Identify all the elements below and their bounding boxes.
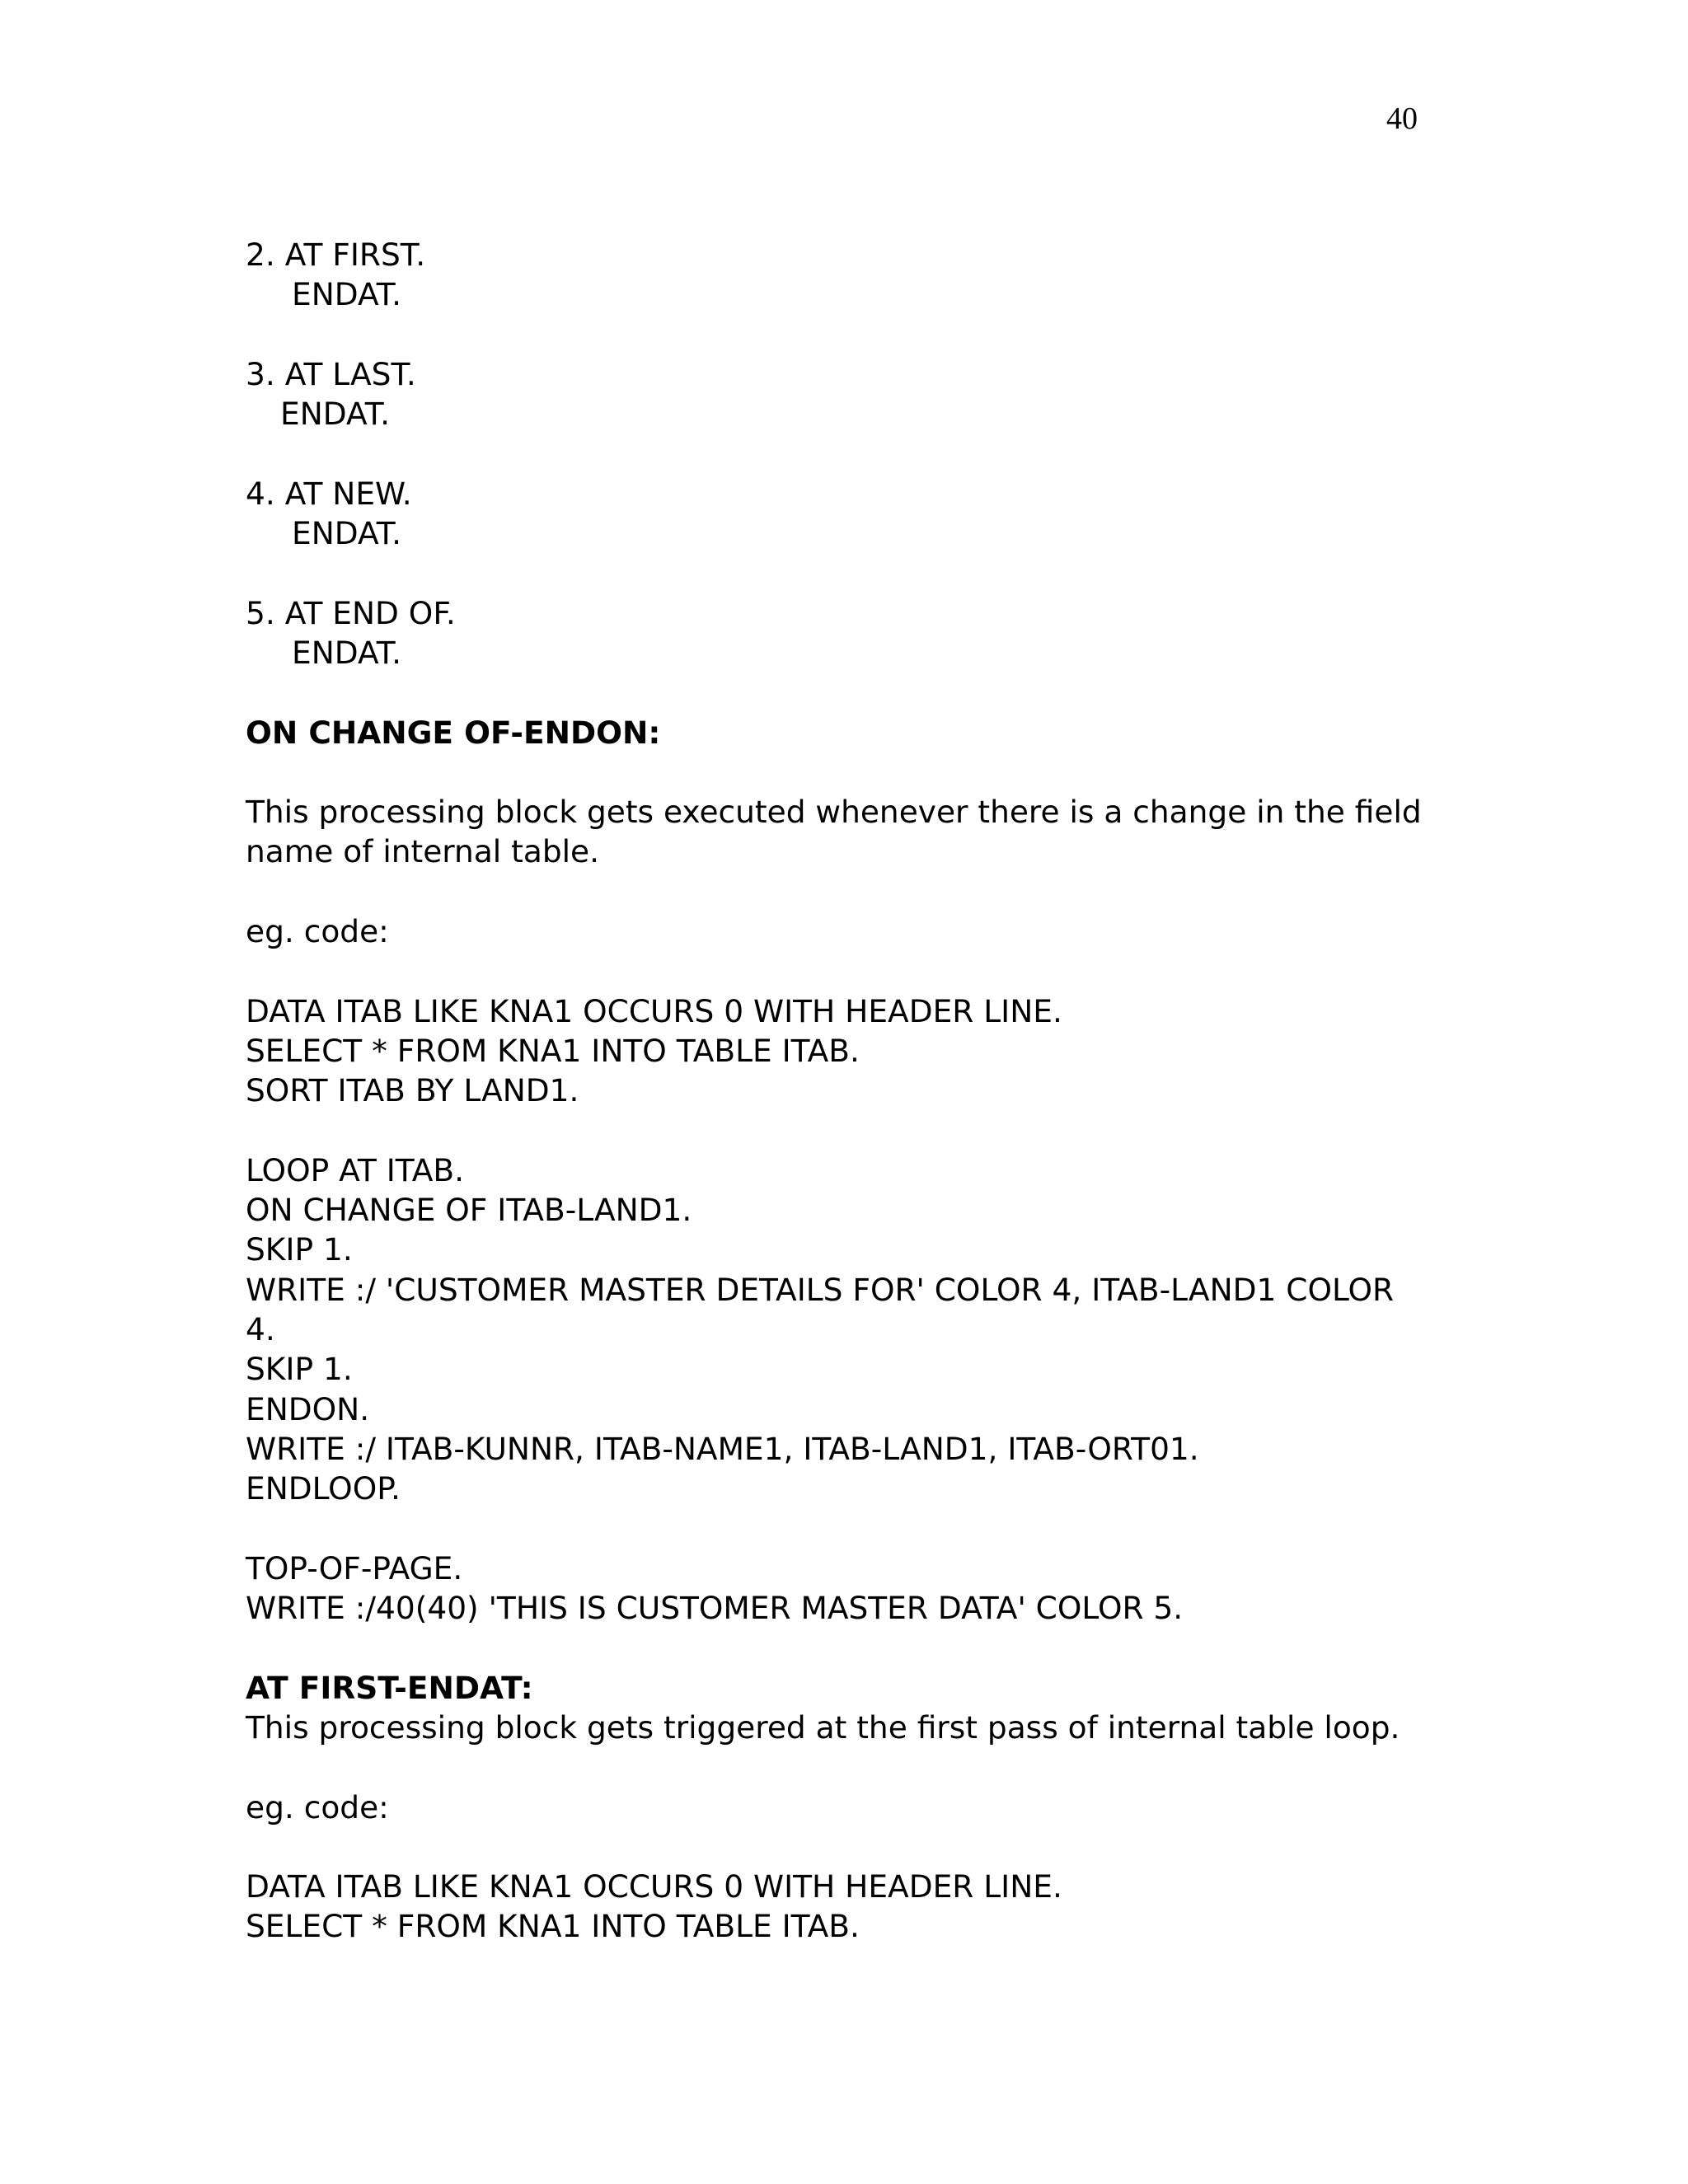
- list-item-end: ENDAT.: [292, 276, 402, 313]
- section-heading: AT FIRST-ENDAT:: [246, 1669, 533, 1706]
- list-item-label: 3. AT LAST.: [246, 355, 416, 392]
- code-block: [246, 1867, 1507, 1947]
- code-line: ENDON.: [246, 1390, 370, 1427]
- section-description: This processing block gets triggered at the first pass of internal table loop.: [246, 1708, 1400, 1746]
- list-item-label: 2. AT FIRST.: [246, 237, 426, 273]
- code-line: WRITE :/40(40) 'THIS IS CUSTOMER MASTER DATA' COLOR 5.: [246, 1590, 1184, 1627]
- code-block: [246, 991, 1507, 1111]
- code-line: SKIP 1.: [246, 1351, 353, 1388]
- code-line: LOOP AT ITAB.: [246, 1151, 465, 1188]
- document-body: [246, 235, 1507, 1947]
- code-line: SELECT * FROM KNA1 INTO TABLE ITAB.: [246, 1908, 860, 1945]
- code-line: TOP-OF-PAGE.: [246, 1549, 463, 1586]
- example-label: eg. code:: [246, 913, 389, 950]
- list-item: [246, 593, 1507, 673]
- code-line: SORT ITAB BY LAND1.: [246, 1072, 579, 1109]
- code-line: ON CHANGE OF ITAB-LAND1.: [246, 1192, 692, 1229]
- example-label: eg. code:: [246, 1788, 389, 1825]
- page-number: 40: [1386, 101, 1418, 136]
- code-line: WRITE :/ 'CUSTOMER MASTER DETAILS FOR' COLOR 4, ITAB-LAND1 COLOR: [246, 1271, 1395, 1308]
- event-list: [246, 235, 1507, 673]
- list-item: [246, 474, 1507, 554]
- section-at-first: [246, 1668, 1507, 1947]
- code-line: DATA ITAB LIKE KNA1 OCCURS 0 WITH HEADER LINE.: [246, 1868, 1062, 1905]
- list-item-label: 4. AT NEW.: [246, 475, 412, 512]
- list-item: [246, 235, 1507, 315]
- section-heading: ON CHANGE OF-ENDON:: [246, 714, 661, 751]
- code-line: DATA ITAB LIKE KNA1 OCCURS 0 WITH HEADER LINE.: [246, 992, 1062, 1029]
- code-line: SELECT * FROM KNA1 INTO TABLE ITAB.: [246, 1032, 860, 1069]
- code-line: 4.: [246, 1311, 275, 1348]
- section-on-change: [246, 713, 1507, 1629]
- section-description: This processing block gets executed whenever there is a change in the field name of internal table.: [246, 794, 1422, 870]
- list-item-end: ENDAT.: [280, 396, 391, 433]
- list-item-label: 5. AT END OF.: [246, 594, 456, 631]
- code-block: [246, 1151, 1507, 1509]
- code-line: SKIP 1.: [246, 1231, 353, 1268]
- list-item: [246, 354, 1507, 434]
- list-item-end: ENDAT.: [292, 634, 402, 671]
- code-line: ENDLOOP.: [246, 1470, 401, 1507]
- code-line: WRITE :/ ITAB-KUNNR, ITAB-NAME1, ITAB-LAND1, ITAB-ORT01.: [246, 1430, 1199, 1467]
- code-block: [246, 1549, 1507, 1629]
- list-item-end: ENDAT.: [292, 515, 402, 552]
